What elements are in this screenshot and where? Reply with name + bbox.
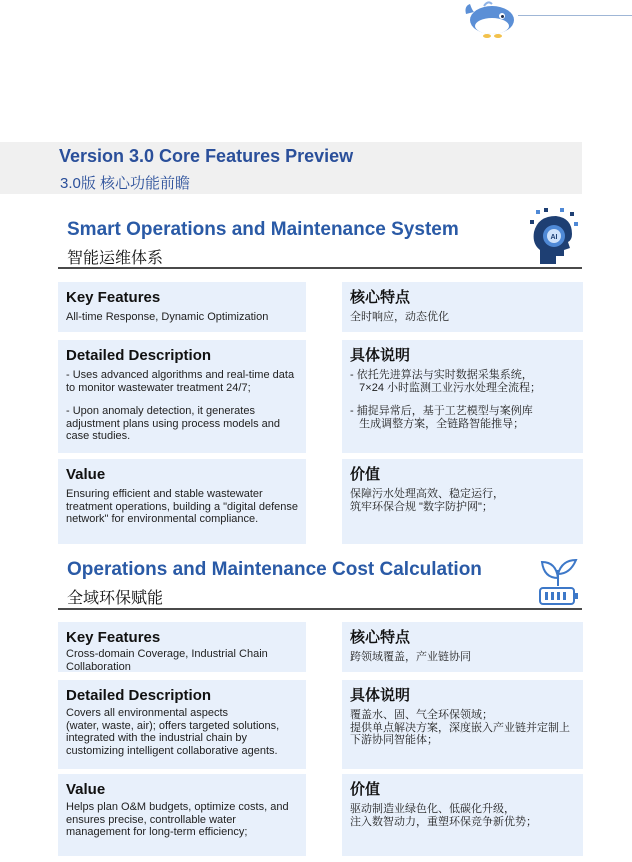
box-text: Covers all environmental aspects (water, waste, air); offers targeted solutions, integrated with the industrial chain by customizing intelligent collaborative agents.	[66, 707, 280, 757]
value-box	[58, 459, 306, 544]
box-text: - Upon anomaly detection, it generates adjustment plans using process models and case studies.	[66, 405, 284, 442]
key-features-box-zh	[342, 622, 583, 672]
box-text: 保障污水处理高效、稳定运行， 筑牢环保合规 "数字防护网"；	[350, 488, 504, 513]
box-heading: 具体说明	[350, 347, 411, 364]
box-heading: 价值	[350, 466, 381, 483]
whale-mascot-logo	[462, 0, 520, 40]
box-heading: 具体说明	[350, 687, 411, 704]
box-heading: Detailed Description	[66, 687, 212, 704]
key-features-box-zh	[342, 282, 583, 332]
box-heading: Key Features	[66, 289, 161, 306]
section-title: Operations and Maintenance Cost Calculation	[67, 559, 482, 580]
detailed-description-box-zh	[342, 340, 583, 453]
box-text: 覆盖水、固、气全环保领域； 提供单点解决方案，深度嵌入产业链并定制上下游协同智能体；	[350, 709, 570, 746]
page-subtitle: 3.0版 核心功能前瞻	[60, 175, 191, 192]
section-divider	[58, 608, 582, 610]
value-box-zh	[342, 459, 583, 544]
value-box-zh	[342, 774, 583, 856]
box-text: - Uses advanced algorithms and real-time data to monitor wastewater treatment 24/7;	[66, 369, 298, 394]
ai-brain-icon	[530, 208, 578, 266]
box-text: 跨领域覆盖，产业链协同	[350, 651, 471, 663]
key-features-box	[58, 622, 306, 672]
section-subtitle: 全域环保赋能	[67, 590, 164, 607]
box-heading: Detailed Description	[66, 347, 212, 364]
value-box	[58, 774, 306, 856]
section-divider	[58, 267, 582, 269]
box-text: All-time Response, Dynamic Optimization	[66, 311, 269, 323]
box-text: Helps plan O&M budgets, optimize costs, and ensures precise, controllable water management for long-term efficiency;	[66, 801, 292, 838]
box-text: - 依托先进算法与实时数据采集系统， 7×24 小时监测工业污水处理全流程；	[350, 369, 542, 394]
page-title: Version 3.0 Core Features Preview	[59, 146, 354, 166]
header-rule	[518, 15, 632, 16]
box-text: 全时响应，动态优化	[350, 311, 449, 323]
detailed-description-box-zh	[342, 680, 583, 769]
box-heading: 核心特点	[350, 629, 411, 646]
box-heading: Key Features	[66, 629, 161, 646]
box-text: - 捕捉异常后，基于工艺模型与案例库 生成调整方案，全链路智能推导；	[350, 405, 533, 430]
section-title: Smart Operations and Maintenance System	[67, 219, 459, 240]
box-text: Ensuring efficient and stable wastewater treatment operations, building a "digital defense network" for environmental compliance.	[66, 488, 302, 525]
eco-battery-leaf-icon	[536, 556, 582, 608]
box-heading: Value	[66, 466, 106, 483]
key-features-box	[58, 282, 306, 332]
box-text: 驱动制造业绿色化、低碳化升级， 注入数智动力，重塑环保竞争新优势；	[350, 803, 537, 828]
box-heading: Value	[66, 781, 106, 798]
detailed-description-box	[58, 340, 306, 453]
box-text: Cross-domain Coverage, Industrial Chain Collaboration	[66, 648, 271, 673]
svg-text:AI: AI	[550, 234, 558, 241]
box-heading: 价值	[350, 781, 381, 798]
section-subtitle: 智能运维体系	[67, 250, 164, 267]
box-heading: 核心特点	[350, 289, 411, 306]
detailed-description-box	[58, 680, 306, 769]
